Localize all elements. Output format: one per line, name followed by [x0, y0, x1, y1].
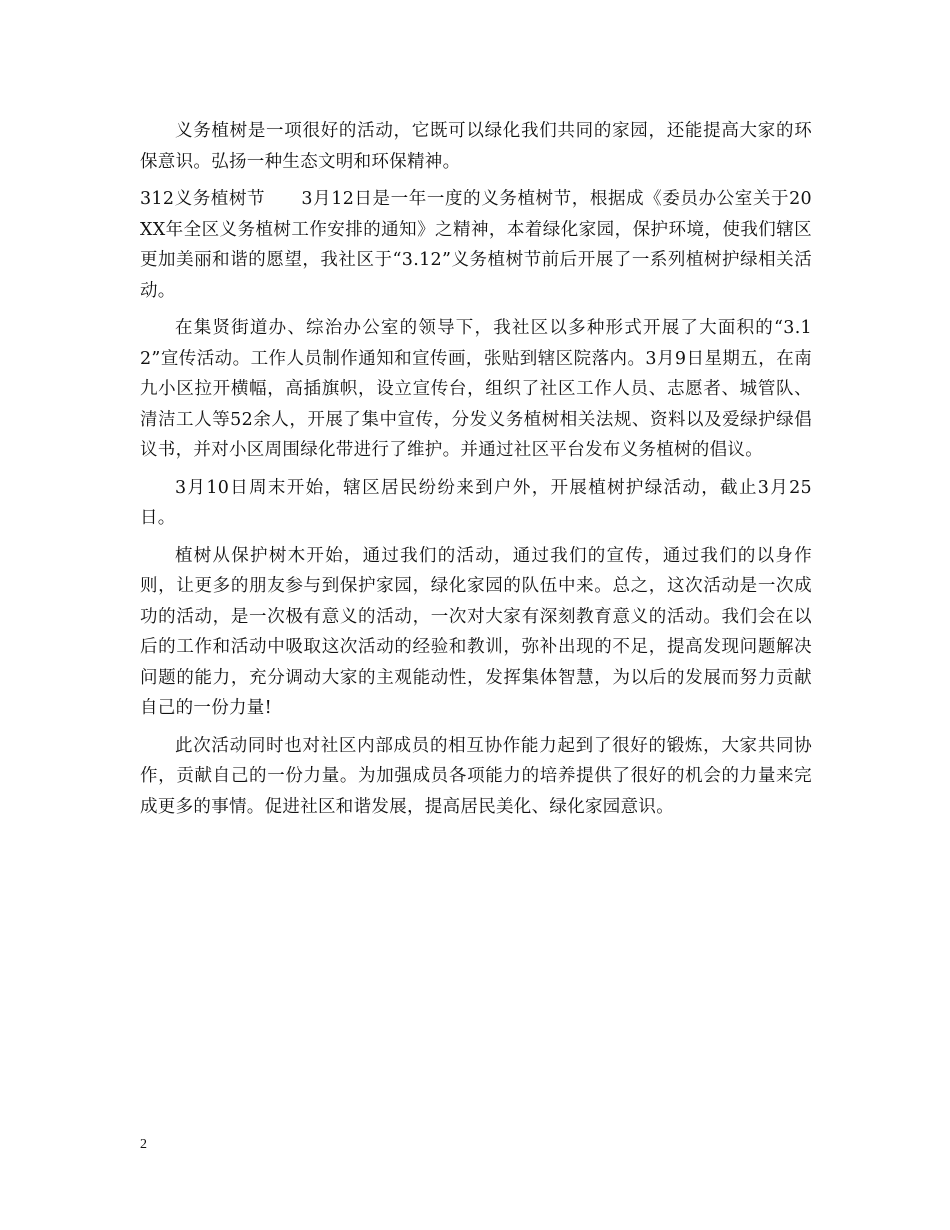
paragraph-publicity: 在集贤街道办、综治办公室的领导下，我社区以多种形式开展了大面积的“3.12”宣传活动。工作人员制作通知和宣传画，张贴到辖区院落内。3月9日星期五，在南九小区拉开横幅，高插旗帜，设立宣传台，组织了社区工作人员、志愿者、城管队、清洁工人等52余人，开展了集中宣传，分发义务植树相关法规、资料以及爱绿护绿倡议书，并对小区周围绿化带进行了维护。并通过社区平台发布义务植树的倡议。 — [140, 318, 812, 460]
paragraph-teamwork: 此次活动同时也对社区内部成员的相互协作能力起到了很好的锻炼，大家共同协作，贡献自己的一份力量。为加强成员各项能力的培养提供了很好的机会的力量来完成更多的事情。促进社区和谐发展，提高居民美化、绿化家园意识。 — [140, 735, 812, 817]
document-body — [140, 116, 812, 829]
paragraph-intro: 义务植树是一项很好的活动，它既可以绿化我们共同的家园，还能提高大家的环保意识。弘扬一种生态文明和环保精神。 — [140, 121, 812, 172]
paragraph-arbor-day: 312义务植树节 3月12日是一年一度的义务植树节，根据成《委员办公室关于20XX年全区义务植树工作安排的通知》之精神，本着绿化家园，保护环境，使我们辖区更加美丽和谐的愿望，我社区于“3.12”义务植树节前后开展了一系列植树护绿相关活动。 — [140, 189, 812, 301]
page-number: 2 — [140, 1137, 147, 1152]
paragraph-summary: 植树从保护树木开始，通过我们的活动，通过我们的宣传，通过我们的以身作则，让更多的朋友参与到保护家园，绿化家园的队伍中来。总之，这次活动是一次成功的活动，是一次极有意义的活动，一次对大家有深刻教育意义的活动。我们会在以后的工作和活动中吸取这次活动的经验和教训，弥补出现的不足，提高发现问题解决问题的能力，充分调动大家的主观能动性，发挥集体智慧，为以后的发展而努力贡献自己的一份力量! — [140, 545, 812, 718]
paragraph-planting-period: 3月10日周末开始，辖区居民纷纷来到户外，开展植树护绿活动，截止3月25日。 — [140, 477, 812, 528]
